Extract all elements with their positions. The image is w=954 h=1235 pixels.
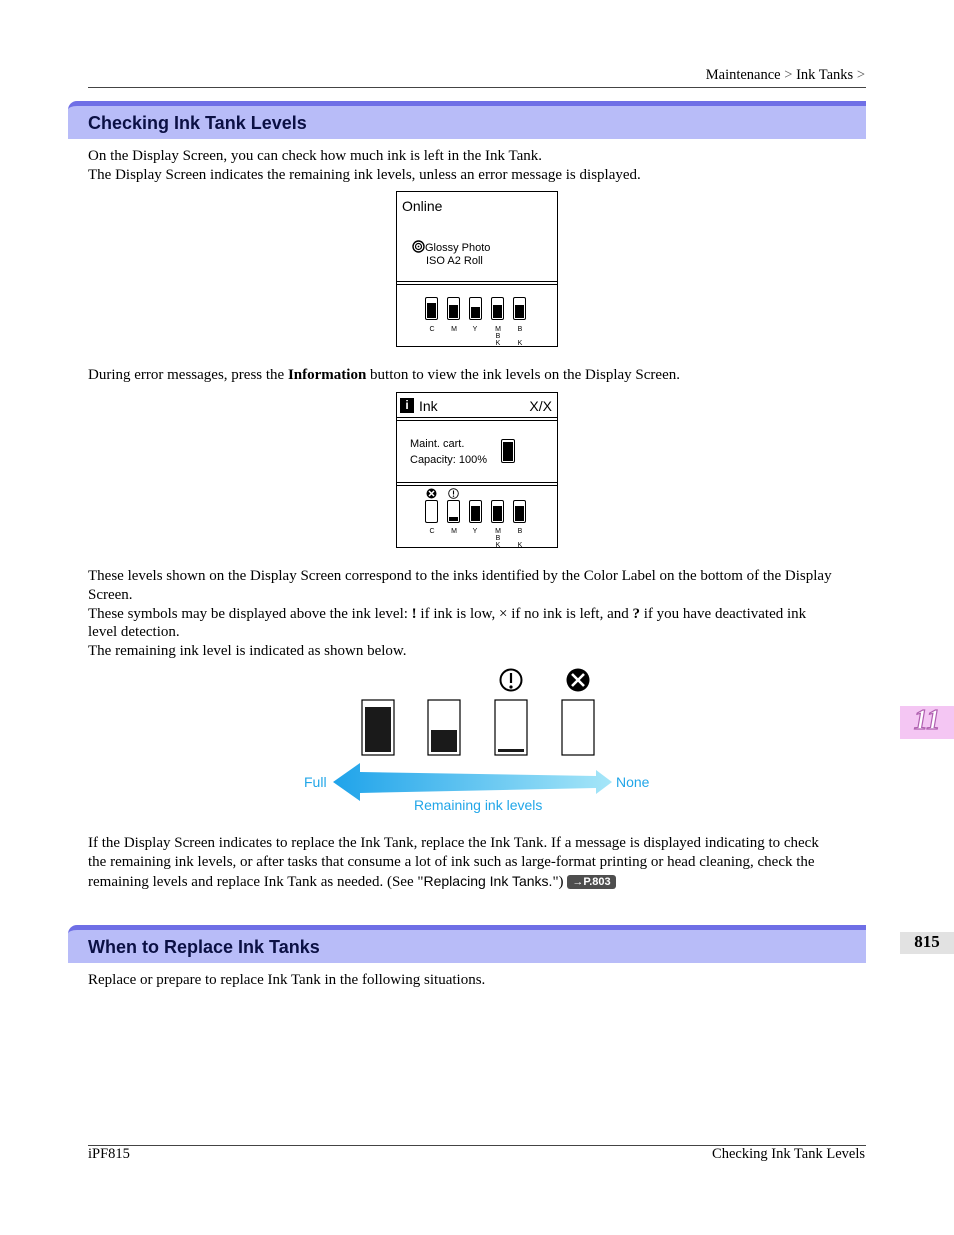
screen-divider [397, 281, 557, 285]
breadcrumb-separator: > [784, 67, 793, 83]
display-screen-online [396, 191, 558, 347]
ink-tank-mbk [491, 500, 504, 523]
screen-media-line [412, 240, 490, 254]
tank-label-bk: B K [517, 528, 523, 549]
tank-label-mbk: M B K [495, 528, 501, 549]
ink-tank-m [447, 297, 460, 320]
replace-paragraph: If the Display Screen indicates to replace the Ink Tank, replace the Ink Tank. If a message is displayed indicating to check the remaining ink levels, or after tasks that consume a lot of ink such as large-format printing or head cleaning, check the remaining levels and replace Ink Tank as needed. (See "Replacing Ink Tanks.") →P.803 [88, 835, 819, 890]
tank-label-c: C [429, 528, 435, 535]
no-ink-x-icon [567, 669, 590, 692]
screen-divider [397, 417, 557, 421]
tank-label-m: M [451, 528, 457, 535]
intro-paragraph [88, 147, 866, 185]
ink-tank-bk [513, 500, 526, 523]
ink-tank-mbk [491, 297, 504, 320]
tank-label-bk: B K [517, 326, 523, 347]
level-tank-outline [562, 700, 594, 755]
section2-intro: Replace or prepare to replace Ink Tank in the following situations. [88, 972, 486, 988]
none-label: None [616, 774, 650, 790]
section-heading-when-to-replace [68, 925, 866, 963]
screen-title: Ink [419, 398, 438, 414]
levels-paragraph: These levels shown on the Display Screen correspond to the inks identified by the Color Label on the bottom of the Display Screen. These symbols may be displayed above the ink level: ! if ink is low, × if no ink is left, and ? if you have deactivated ink level detection. The remaining ink level is indicated as shown below. [88, 568, 832, 660]
page-number-tab [900, 932, 954, 954]
level-tank-fill [498, 749, 524, 752]
capacity-label: Capacity: 100% [410, 454, 488, 466]
remaining-levels-caption: Remaining ink levels [414, 797, 543, 813]
tank-label-mbk: M B K [495, 326, 501, 347]
level-tank-fill [431, 730, 457, 752]
media-type: Glossy Photo [425, 242, 491, 254]
maintenance-cartridge-gauge [501, 439, 515, 463]
breadcrumb-ink-tanks[interactable]: Ink Tanks [796, 67, 854, 83]
breadcrumb [0, 67, 865, 84]
tank-label-y: Y [472, 528, 478, 535]
information-icon: i [400, 398, 414, 413]
intro-line: On the Display Screen, you can check how much ink is left in the Ink Tank. [88, 148, 542, 164]
screen-page-indicator: X/X [529, 398, 552, 414]
information-button-name: Information [287, 367, 367, 383]
screen-status: Online [402, 198, 443, 214]
intro-line: The Display Screen indicates the remaining ink levels, unless an error message is displayed. [88, 166, 641, 183]
footer-model: iPF815 [88, 1146, 130, 1162]
chapter-tab[interactable] [900, 706, 954, 739]
level-tank-fill [365, 707, 391, 752]
level-tank-outline [495, 700, 527, 755]
tank-label-c: C [429, 326, 435, 333]
full-label: Full [304, 774, 327, 790]
ink-tank-c [425, 297, 438, 320]
tank-label-m: M [451, 326, 457, 333]
page-reference-link[interactable]: →P.803 [567, 875, 615, 889]
ink-tank-y [469, 500, 482, 523]
screen-divider [397, 482, 557, 486]
ink-tank-bk [513, 297, 526, 320]
header-rule [88, 87, 866, 88]
media-size: ISO A2 Roll [426, 255, 483, 267]
footer-section-title: Checking Ink Tank Levels [712, 1146, 865, 1162]
section-title: Checking Ink Tank Levels [88, 113, 307, 133]
tank-label-y: Y [472, 326, 478, 333]
roll-media-icon [412, 240, 425, 253]
no-ink-icon [426, 488, 437, 499]
maintenance-cartridge-label: Maint. cart. [410, 438, 465, 450]
remaining-ink-levels-diagram [300, 662, 660, 816]
ink-tank-c [425, 500, 438, 523]
section-heading-checking-ink-levels [68, 101, 866, 139]
double-arrow-icon [333, 763, 612, 801]
level-tank-group [362, 700, 594, 755]
breadcrumb-maintenance[interactable]: Maintenance [705, 67, 781, 83]
breadcrumb-separator: > [856, 67, 865, 83]
ink-tank-y [469, 297, 482, 320]
section-title: When to Replace Ink Tanks [88, 937, 320, 957]
page-number: 815 [914, 932, 940, 951]
low-ink-icon [448, 488, 459, 499]
chapter-number: 11 [913, 705, 941, 736]
error-paragraph: During error messages, press the Information button to view the ink levels on the Display Screen. [88, 367, 680, 383]
ink-tank-m [447, 500, 460, 523]
replacing-ink-tanks-link[interactable]: Replacing Ink Tanks. [423, 872, 553, 889]
display-screen-ink-info [396, 392, 558, 548]
low-ink-warning-icon [501, 670, 522, 691]
